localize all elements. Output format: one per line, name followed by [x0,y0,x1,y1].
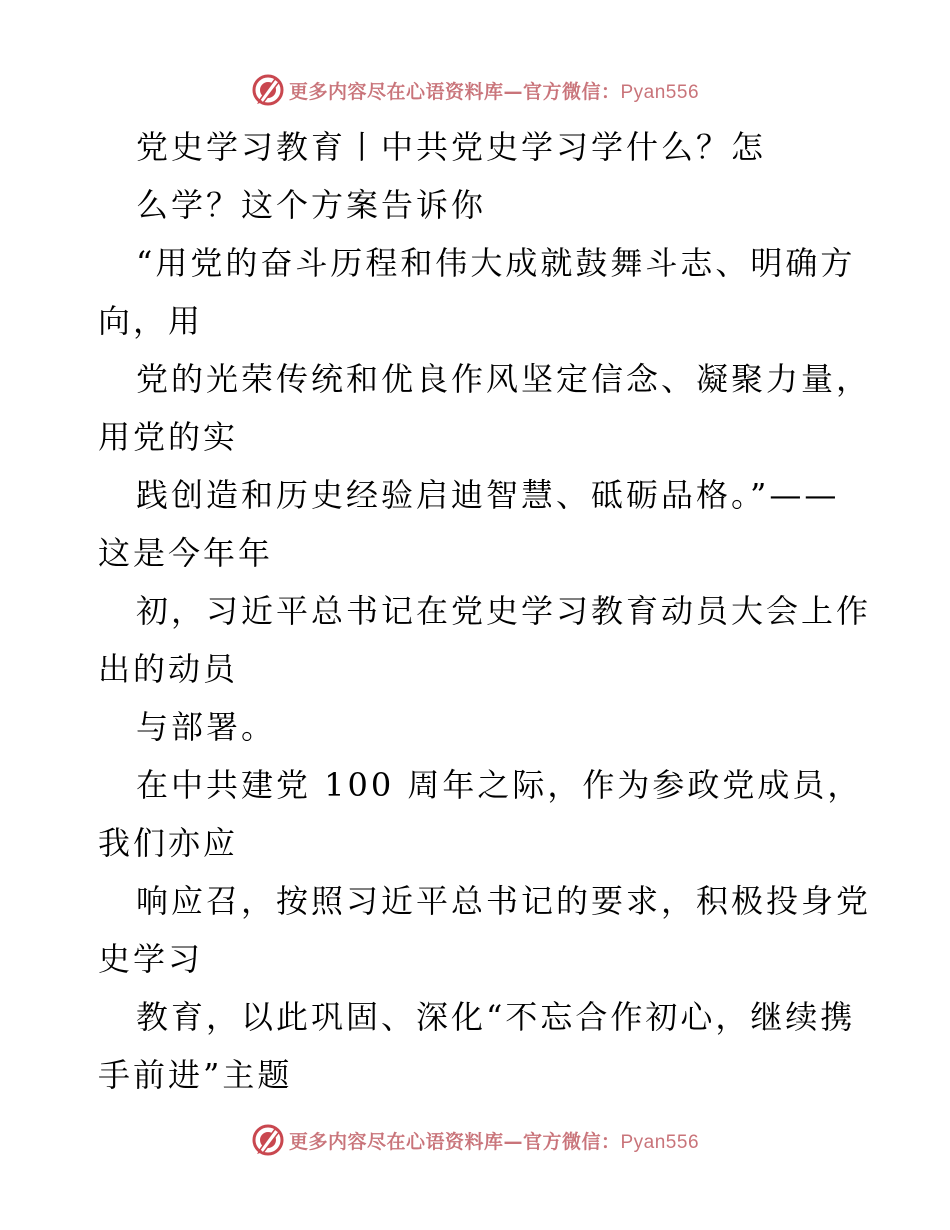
document-line: “用党的奋斗历程和伟大成就鼓舞斗志、明确方 [136,244,856,282]
footer-banner-label: 更多内容尽在心语资料库—官方微信： [288,1130,621,1153]
document-line: 与部署。 [136,708,277,746]
document-line: 我们亦应 [98,824,239,862]
document-line: 这是今年年 [98,534,274,572]
document-line: 党史学习教育丨中共党史学习学什么？怎 [136,128,767,166]
document-line: 史学习 [98,940,204,978]
document-line: 出的动员 [98,650,239,688]
document-line: 教育，以此巩固、深化“不忘合作初心，继续携 [136,998,856,1036]
footer-banner-text [289,1127,699,1154]
header-banner [0,70,950,110]
document-line: 党的光荣传统和优良作风坚定信念、凝聚力量， [136,360,872,398]
header-banner-wechat-id: Pyan556 [620,81,700,103]
footer-banner [0,1120,950,1160]
document-line: 践创造和历史经验启迪智慧、砥砺品格。”—— [136,476,840,514]
footer-banner-content [251,1123,699,1157]
header-banner-text [289,77,699,104]
header-banner-content [251,73,699,107]
document-line: 用党的实 [98,418,239,456]
document-line: 向，用 [98,302,204,340]
document-line: 手前进”主题 [98,1056,293,1094]
pen-logo-icon [251,1123,285,1157]
document-line: 在中共建党 100 周年之际，作为参政党成员， [136,766,863,804]
document-line: 么学？这个方案告诉你 [136,186,487,224]
document-body [98,118,872,1104]
document-line: 响应召，按照习近平总书记的要求，积极投身党 [136,882,872,920]
pen-logo-icon [251,73,285,107]
document-line: 初，习近平总书记在党史学习教育动员大会上作 [136,592,872,630]
header-banner-label: 更多内容尽在心语资料库—官方微信： [288,80,621,103]
footer-banner-wechat-id: Pyan556 [620,1131,700,1153]
